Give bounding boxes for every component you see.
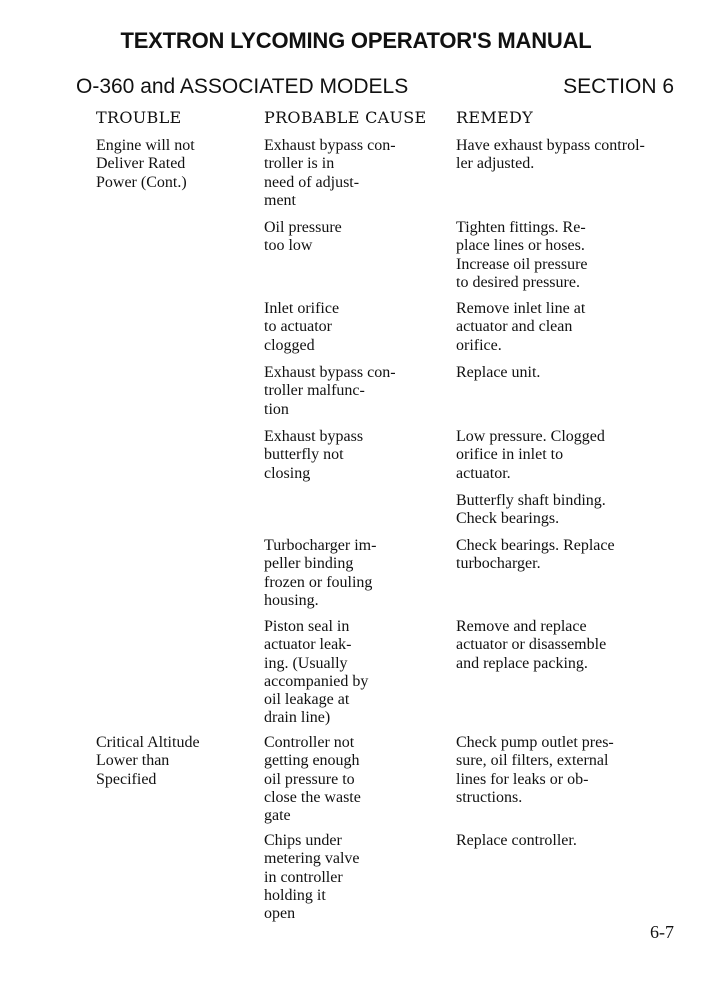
remedy-entry: Replace unit.: [456, 364, 541, 381]
cause-entry: Turbocharger im- peller binding frozen or fouling housing.: [264, 537, 377, 609]
remedy-entry: Remove and replace actuator or disassemble and replace packing.: [456, 618, 607, 672]
page-number: 6-7: [650, 922, 674, 942]
remedy-entry: Check bearings. Replace turbocharger.: [456, 537, 615, 573]
section-heading: SECTION 6: [563, 75, 674, 98]
cause-entry: Inlet orifice to actuator clogged: [264, 300, 340, 354]
cause-entry: Oil pressure too low: [264, 219, 342, 255]
cause-entry: Controller not getting enough oil pressure to close the waste gate: [264, 734, 361, 825]
trouble-entry: Critical Altitude Lower than Specified: [96, 734, 200, 788]
remedy-entry: Tighten fittings. Re- place lines or hoses. Increase oil pressure to desired pressure.: [456, 219, 588, 291]
cause-entry: Exhaust bypass con- troller is in need of adjust- ment: [264, 137, 396, 209]
page-title: TEXTRON LYCOMING OPERATOR'S MANUAL: [120, 28, 592, 53]
remedy-entry: Low pressure. Clogged orifice in inlet to actuator.: [456, 428, 605, 482]
cause-entry: Chips under metering valve in controller holding it open: [264, 832, 360, 923]
remedy-entry: Replace controller.: [456, 832, 577, 849]
remedy-entry: Have exhaust bypass control- ler adjusted.: [456, 137, 645, 173]
remedy-column-header: REMEDY: [456, 108, 533, 127]
trouble-column-header: TROUBLE: [96, 108, 182, 127]
cause-entry: Piston seal in actuator leak- ing. (Usually accompanied by oil leakage at drain line): [264, 618, 369, 727]
cause-entry: Exhaust bypass butterfly not closing: [264, 428, 364, 482]
cause-column-header: PROBABLE CAUSE: [264, 108, 427, 127]
models-heading: O-360 and ASSOCIATED MODELS: [76, 75, 409, 98]
remedy-entry: Butterfly shaft binding. Check bearings.: [456, 492, 606, 528]
remedy-entry: Remove inlet line at actuator and clean orifice.: [456, 300, 586, 354]
cause-entry: Exhaust bypass con- troller malfunc- tion: [264, 364, 396, 418]
trouble-entry: Engine will not Deliver Rated Power (Cont.): [96, 137, 195, 191]
remedy-entry: Check pump outlet pres- sure, oil filters, external lines for leaks or ob- structions.: [456, 734, 614, 806]
